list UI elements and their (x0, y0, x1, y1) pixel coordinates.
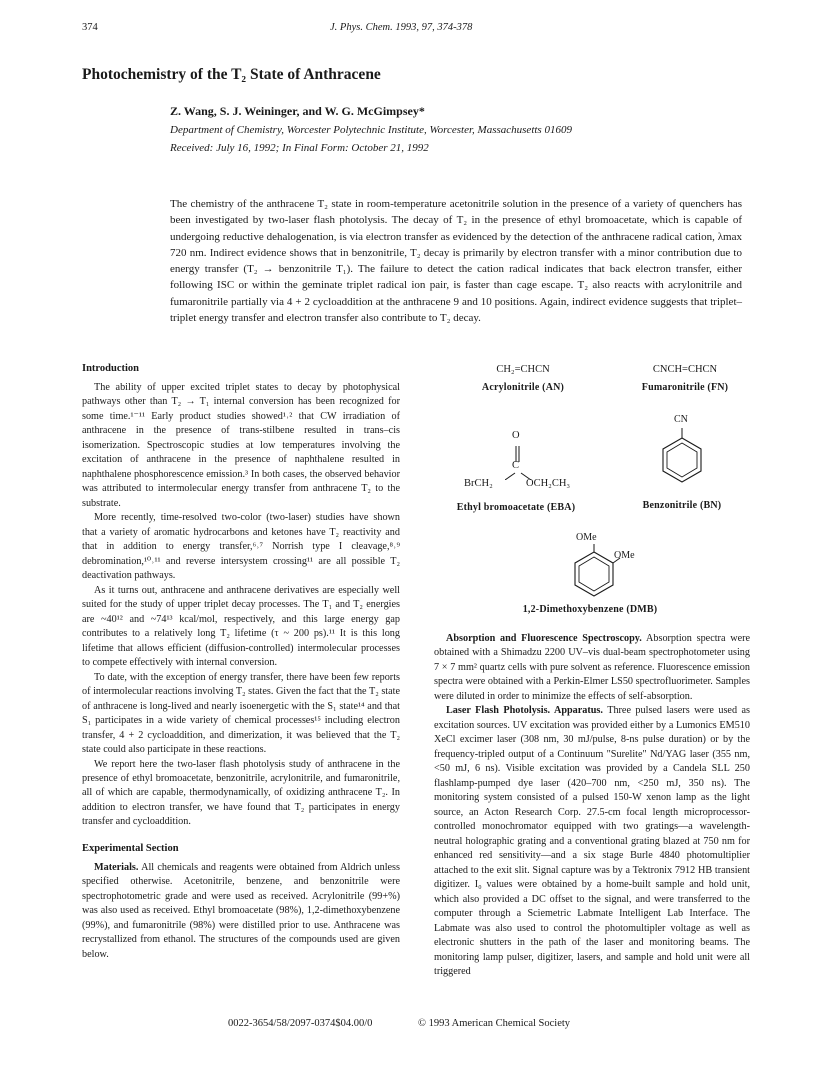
eba-left-group: BrCH₂ (464, 478, 493, 489)
authors: Z. Wang, S. J. Weininger, and W. G. McGimpsey* (170, 104, 425, 118)
article-title: Photochemistry of the T₂ State of Anthracene (82, 66, 381, 83)
eba-label: Ethyl bromoacetate (EBA) (456, 502, 576, 513)
materials-paragraph (82, 861, 400, 962)
footer-code: 0022-3654/58/2097-0374$04.00/0 (228, 1018, 373, 1029)
experimental-heading: Experimental Section (82, 842, 179, 854)
benzonitrile-cn: CN (674, 414, 688, 425)
page-number: 374 (82, 22, 98, 33)
dmb-label: 1,2-Dimethoxybenzene (DMB) (522, 604, 658, 615)
intro-paragraph: More recently, time-resolved two-color (two-laser) studies have shown that a variety of aromatic hydrocarbons and ketones have T₂ reactivity and that in addition to energy transfer,⁶˒⁷ Norrish type I cleavage,⁸˒⁹ debromination,¹⁰˒¹¹ and reverse intersystem crossing¹¹ are all possible T₂ deactivation pathways. (82, 512, 400, 582)
acrylonitrile-formula: CH₂=CHCN (496, 364, 550, 375)
intro-paragraph: As it turns out, anthracene and anthracene derivatives are especially well suited for the study of upper triplet decay processes. The T₁ and T₂ energies are ~40¹² and ~74¹³ kcal/mol, respectively, and this large energy gap contributes to a relatively long T₂ lifetime (τ ~ 200 ps).¹¹ It is this long lifetime that allows efficient (diffusion-controlled) intermolecular processes to compete effectively with internal conversion. (82, 584, 400, 669)
laser-text: Three pulsed lasers were used as excitation sources. UV excitation was provided either by a Lumonics EM510 XeCl excimer laser (308 nm, 30 mJ/pulse, 8-ns pulse duration) or by the frequency-tripled output of a Continuum "Surelite" Nd/YAG laser (355 nm, <50 mJ, 6 ns). Visible excitation was provided by a Candela SLL 250 flashlamp-pumped dye laser (420–700 nm, <250 mJ, 350 ns). The monitoring system consisted of a pulsed 150-W xenon lamp as the light source, an Acton Research Corp. 27.5-cm focal length microprocessor-controlled monochromator equipped with two gratings—a wavelength-neutral holographic grating and a conventional grating blazed at 750 nm for enhanced red sensitivity—and a six stage Burle 4840 photomultiplier attached to the exit slit. Signal capture was by a Tektronix 7912 HB transient digitizer. I₀ values were obtained by a home-built sample and hold unit, which also provided a DC offset to the signal, and were transferred to the computer through a Sciemetric Labmate Intelligent Lab Interface. The Labmate was also used to control the photomultipler voltage as well as electronic shutters in the path of the laser and monitoring beams. The monitoring lamp pulser, digitizer, lasers, and sample and hold unit were all triggered (434, 705, 750, 978)
laser-runin: Laser Flash Photolysis. Apparatus. (446, 705, 603, 717)
intro-paragraph: We report here the two-laser flash photolysis study of anthracene in the presence of ethyl bromoacetate, benzonitrile, acrylonitrile, and fumaronitrile, all of which are capable, thermodynamically, of oxidizing anthracene T₂. In addition to electron transfer, we have found that T₂ participates in energy transfer and cycloaddition. (82, 758, 400, 828)
affiliation: Department of Chemistry, Worcester Polytechnic Institute, Worcester, Massachusetts 01609 (170, 124, 572, 136)
abstract: The chemistry of the anthracene T₂ state in room-temperature acetonitrile solution in the presence of a variety of quenchers has been investigated by two-laser flash photolysis. The decay of T₂ in the presence of ethyl bromoacetate, which is capable of undergoing reductive dehalogenation, is via electron transfer as evidenced by the detection of the anthracene radical cation, λmax 720 nm. Indirect evidence shows that in benzonitrile, T₂ decay is primarily by electron transfer with a minor contribution due to energy transfer (T₂ → benzonitrile T₁). The failure to detect the cation radical indicates that back electron transfer, either following ISC or within the geminate triplet radical ion pair, is faster than cage escape. T₂ also reacts with acrylonitrile and fumaronitrile partially via 4 + 2 cycloaddition at the anthracene 9 and 10 positions. Again, indirect evidence suggests that triplet–triplet energy transfer and electron transfer also contribute to T₂ decay. (170, 198, 742, 324)
acrylonitrile-label: Acrylonitrile (AN) (481, 382, 565, 393)
left-column (82, 362, 400, 962)
materials-text: All chemicals and reagents were obtained from Aldrich unless specified otherwise. Acetonitrile, benzene, and benzonitrile were spectrophotometric grade and were used as received. Acrylonitrile (99+%) was also used as received. Ethyl bromoacetate (98%), 1,2-dimethoxybenzene (99%), and fumaronitrile (98%) were distilled prior to use. Anthracene was recrystallized from ethanol. The structures of the compounds used are given below. (82, 861, 400, 960)
journal-citation: J. Phys. Chem. 1993, 97, 374-378 (330, 22, 473, 33)
absorption-runin: Absorption and Fluorescence Spectroscopy. (446, 633, 642, 644)
absorption-paragraph (434, 632, 750, 704)
materials-runin: Materials. (94, 861, 139, 873)
eba-right-group: OCH₂CH₃ (526, 478, 571, 489)
dmb-ring (566, 544, 622, 600)
intro-paragraph: To date, with the exception of energy transfer, there have been few reports of intermolecular reactions involving T₂ states. Given the fact that the T₂ state of anthracene is long-lived and nearly isoenergetic with the S₁ state¹⁴ and that S₁ participates in a wide variety of chemical processes¹⁵ including electron transfer, 4 + 2 cycloaddition, and dimerization, it was believed that the T₂ state could also participate in these reactions. (82, 671, 400, 756)
fumaronitrile-label: Fumaronitrile (FN) (641, 382, 729, 393)
eba-carbon: C (512, 460, 520, 471)
fumaronitrile-formula: CNCH=CHCN (652, 364, 718, 375)
dmb-ome-top: OMe (576, 532, 597, 543)
intro-paragraph: The ability of upper excited triplet states to decay by photophysical pathways other than T₂ → T₁ internal conversion has been recognized for some time.¹⁻¹¹ Early product studies showed¹˒² that CW irradiation of anthracene in the presence of trans-stilbene resulted in trans–cis isomerization. Spectroscopic studies at low temperatures involving the excitation of anthracene in the presence of naphthalene resulted in naphthalene phosphorescence emission.³ In both cases, the observed behavior was attributed to intermolecular energy transfer from anthracene T₂ to the substrate. (82, 381, 400, 509)
benzonitrile-ring (654, 428, 710, 488)
right-column (434, 632, 750, 980)
introduction-heading: Introduction (82, 363, 139, 374)
dmb-ome-side: OMe (614, 550, 635, 561)
footer-copyright: © 1993 American Chemical Society (418, 1018, 571, 1029)
absorption-text: Absorption spectra were obtained with a Shimadzu 2200 UV–vis dual-beam spectrophotometer using 7 × 7 mm² quartz cells with pure solvent as reference. Fluorescence emission spectra were obtained with a Perkin-Elmer LS50 spectrofluorimeter. Samples were diluted in order to minimize the effects of self-absorption. (434, 633, 751, 702)
laser-paragraph (434, 704, 750, 979)
benzonitrile-label: Benzonitrile (BN) (642, 500, 722, 511)
received-dates: Received: July 16, 1992; In Final Form: October 21, 1992 (170, 142, 429, 154)
eba-oxygen: O (512, 430, 520, 441)
